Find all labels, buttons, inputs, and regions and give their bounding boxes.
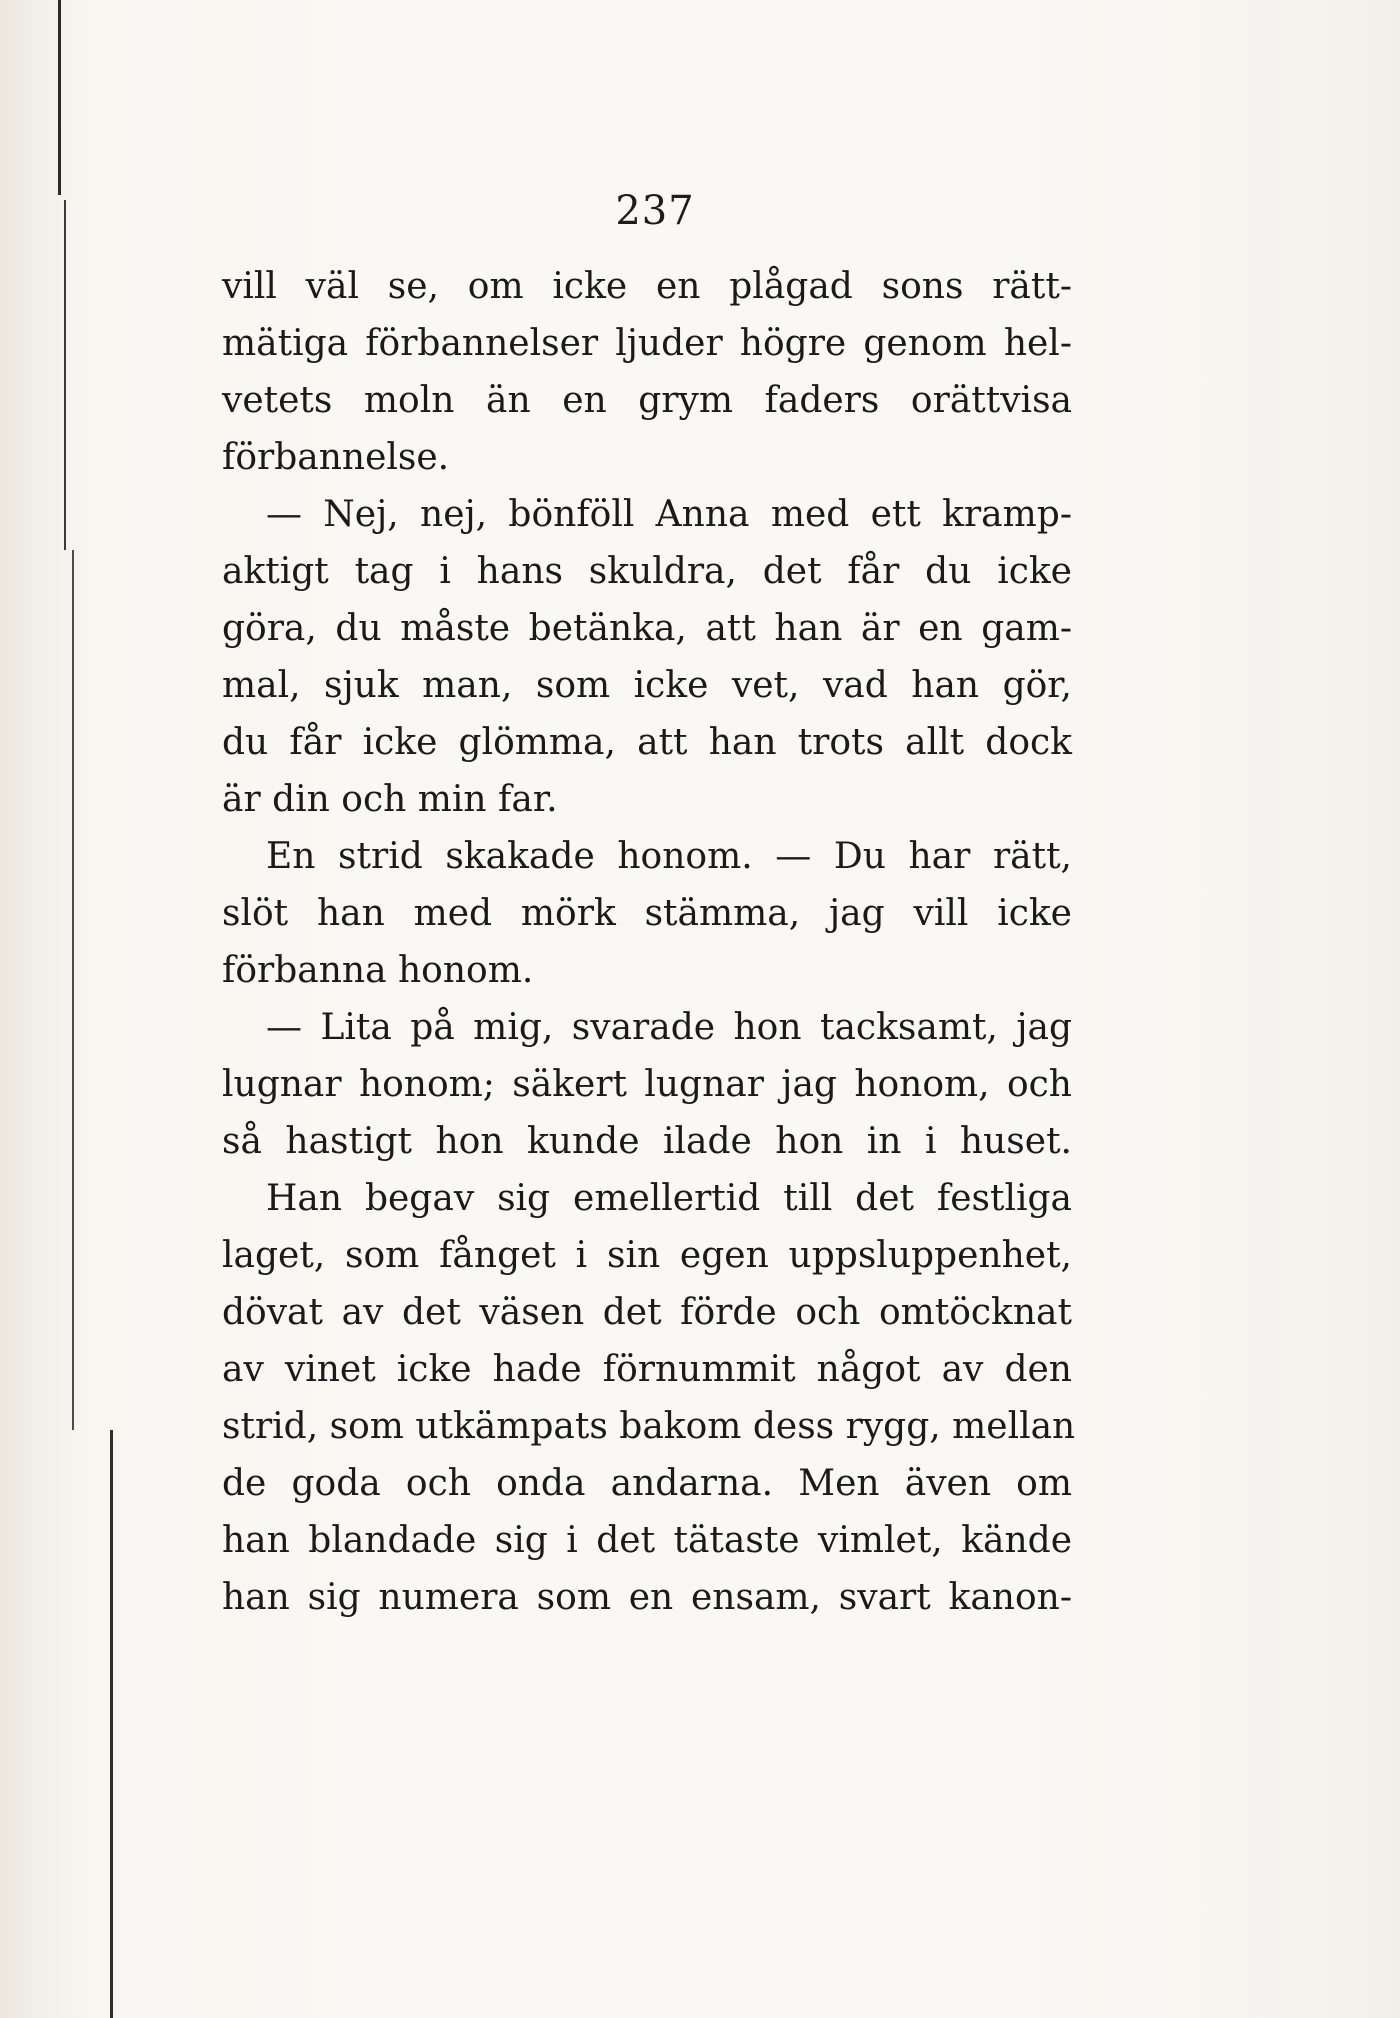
page-edge-shadow bbox=[72, 550, 74, 1430]
text-line: han blandade sig i det tätaste vimlet, kände bbox=[222, 1520, 1072, 1561]
text-line: laget, som fånget i sin egen uppsluppenhet, bbox=[222, 1235, 1072, 1276]
text-line: de goda och onda andarna. Men även om bbox=[222, 1463, 1072, 1504]
text-line: dövat av det väsen det förde och omtöcknat bbox=[222, 1292, 1072, 1333]
text-line: han sig numera som en ensam, svart kanon- bbox=[222, 1577, 1072, 1618]
text-line: strid, som utkämpats bakom dess rygg, mellan bbox=[222, 1406, 1076, 1447]
text-line: vill väl se, om icke en plågad sons rätt- bbox=[222, 266, 1072, 307]
body-text bbox=[222, 258, 1076, 1626]
text-line: förbanna honom. bbox=[222, 950, 534, 991]
page-edge-shadow bbox=[64, 200, 66, 550]
text-line: Han begav sig emellertid till det festliga bbox=[266, 1178, 1072, 1219]
text-line: så hastigt hon kunde ilade hon in i huset. bbox=[222, 1121, 1072, 1162]
text-line: du får icke glömma, att han trots allt dock bbox=[222, 722, 1072, 763]
text-line: av vinet icke hade förnummit något av den bbox=[222, 1349, 1072, 1390]
text-line: mal, sjuk man, som icke vet, vad han gör, bbox=[222, 665, 1072, 706]
text-line: är din och min far. bbox=[222, 779, 558, 820]
text-line: göra, du måste betänka, att han är en gam- bbox=[222, 608, 1072, 649]
text-line: förbannelse. bbox=[222, 437, 450, 478]
text-line: vetets moln än en grym faders orättvisa bbox=[222, 380, 1072, 421]
text-line: lugnar honom; säkert lugnar jag honom, och bbox=[222, 1064, 1072, 1105]
page-number: 237 bbox=[615, 188, 695, 234]
text-line: mätiga förbannelser ljuder högre genom hel- bbox=[222, 323, 1072, 364]
text-line: — Nej, nej, bönföll Anna med ett kramp- bbox=[266, 494, 1072, 535]
text-line: En strid skakade honom. — Du har rätt, bbox=[266, 836, 1072, 877]
text-line: slöt han med mörk stämma, jag vill icke bbox=[222, 893, 1072, 934]
text-line: — Lita på mig, svarade hon tacksamt, jag bbox=[266, 1007, 1072, 1048]
page-edge-shadow bbox=[110, 1430, 113, 2018]
text-line: aktigt tag i hans skuldra, det får du icke bbox=[222, 551, 1072, 592]
page-edge-shadow bbox=[58, 0, 61, 195]
